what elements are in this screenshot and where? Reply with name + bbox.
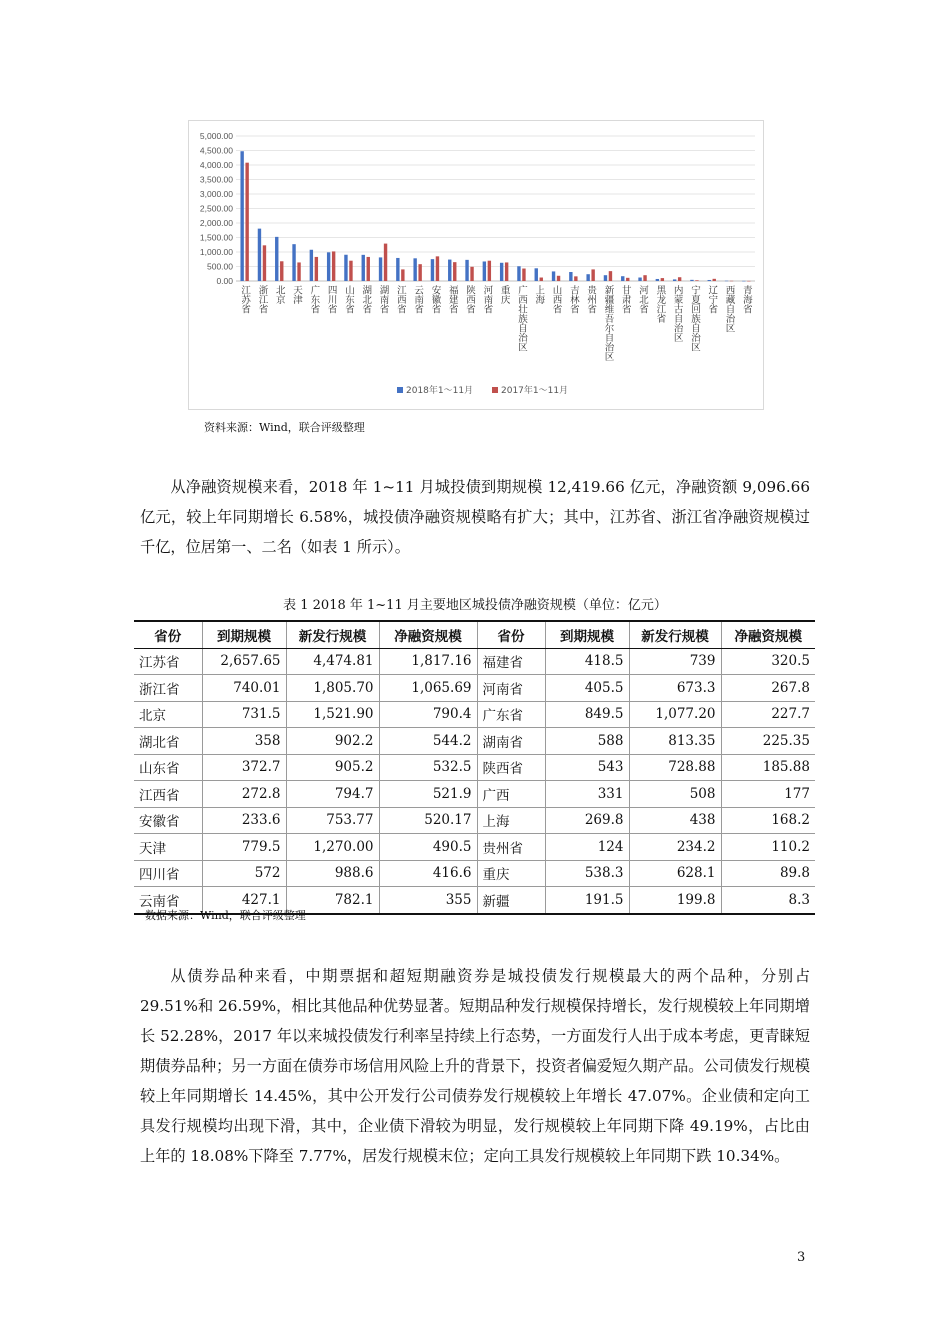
bar-2018 — [344, 255, 347, 281]
bar-2018 — [569, 272, 572, 281]
bar-2018 — [725, 281, 728, 282]
province-cell: 上海 — [477, 807, 545, 834]
value-cell: 490.5 — [379, 834, 477, 861]
bar-2017 — [263, 245, 266, 281]
province-cell: 江苏省 — [134, 648, 202, 675]
value-cell: 191.5 — [545, 887, 629, 914]
legend-swatch — [397, 387, 403, 393]
value-cell: 1,077.20 — [629, 701, 721, 728]
table-row — [134, 781, 815, 808]
bar-2018 — [275, 237, 278, 281]
bar-2017 — [505, 262, 508, 281]
value-cell: 521.9 — [379, 781, 477, 808]
table-row — [134, 675, 815, 702]
province-cell: 北京 — [134, 701, 202, 728]
bar-2018 — [638, 278, 641, 281]
x-tick-label: 北京 — [273, 285, 285, 304]
province-cell: 云南省 — [134, 887, 202, 914]
x-tick-label: 浙江省 — [256, 285, 268, 314]
bar-2018 — [552, 271, 555, 281]
x-tick-label: 四川省 — [325, 285, 337, 314]
column-header: 到期规模 — [202, 621, 286, 648]
bar-2017 — [747, 281, 750, 282]
value-cell: 1,817.16 — [379, 648, 477, 675]
bar-2018 — [327, 252, 330, 281]
bar-2017 — [643, 275, 646, 281]
bar-2017 — [418, 264, 421, 281]
bar-2017 — [557, 276, 560, 281]
value-cell: 331 — [545, 781, 629, 808]
bar-2017 — [436, 256, 439, 281]
province-cell: 广东省 — [477, 701, 545, 728]
chart-source-note: 资料来源：Wind，联合评级整理 — [204, 421, 365, 434]
bar-2017 — [626, 278, 629, 281]
province-cell: 浙江省 — [134, 675, 202, 702]
value-cell: 438 — [629, 807, 721, 834]
table-row — [134, 834, 815, 861]
province-cell: 贵州省 — [477, 834, 545, 861]
value-cell: 849.5 — [545, 701, 629, 728]
value-cell: 2,657.65 — [202, 648, 286, 675]
column-header: 省份 — [134, 621, 202, 648]
bar-2018 — [586, 274, 589, 281]
y-tick-label: 2,000.00 — [199, 218, 233, 228]
bar-2017 — [349, 261, 352, 281]
value-cell: 790.4 — [379, 701, 477, 728]
province-cell: 河南省 — [477, 675, 545, 702]
value-cell: 358 — [202, 728, 286, 755]
value-cell: 225.35 — [721, 728, 815, 755]
value-cell: 753.77 — [286, 807, 379, 834]
y-tick-label: 4,500.00 — [199, 145, 233, 156]
bar-2017 — [695, 280, 698, 281]
bar-2018 — [500, 263, 503, 281]
value-cell: 89.8 — [721, 860, 815, 887]
x-tick-label: 江苏省 — [239, 285, 251, 314]
value-cell: 544.2 — [379, 728, 477, 755]
net-financing-chart — [188, 120, 764, 410]
value-cell: 355 — [379, 887, 477, 914]
x-tick-label: 宁夏回族自治区 — [688, 285, 700, 352]
bar-2017 — [384, 244, 387, 281]
bar-2017 — [540, 278, 543, 281]
province-cell: 江西省 — [134, 781, 202, 808]
x-tick-label: 贵州省 — [585, 285, 597, 314]
table-caption: 表 1 2018 年 1~11 月主要地区城投债净融资规模（单位：亿元） — [283, 598, 667, 613]
bar-2018 — [379, 257, 382, 281]
value-cell: 1,065.69 — [379, 675, 477, 702]
x-tick-label: 上海 — [533, 285, 545, 304]
column-header: 新发行规模 — [629, 621, 721, 648]
value-cell: 416.6 — [379, 860, 477, 887]
x-tick-label: 青海省 — [740, 285, 752, 314]
x-tick-label: 黑龙江省 — [654, 285, 666, 323]
bar-2017 — [367, 257, 370, 281]
bar-2018 — [742, 281, 745, 282]
province-cell: 陕西省 — [477, 754, 545, 781]
bar-2017 — [730, 281, 733, 282]
value-cell: 813.35 — [629, 728, 721, 755]
bar-2017 — [453, 262, 456, 281]
x-tick-label: 河南省 — [481, 285, 493, 314]
value-cell: 508 — [629, 781, 721, 808]
value-cell: 794.7 — [286, 781, 379, 808]
y-tick-label: 4,000.00 — [199, 160, 233, 170]
bar-2018 — [396, 258, 399, 281]
value-cell: 199.8 — [629, 887, 721, 914]
value-cell: 739 — [629, 648, 721, 675]
legend-swatch — [492, 387, 498, 393]
column-header: 新发行规模 — [286, 621, 379, 648]
value-cell: 628.1 — [629, 860, 721, 887]
value-cell: 233.6 — [202, 807, 286, 834]
bar-2018 — [448, 260, 451, 281]
bar-2018 — [258, 229, 261, 281]
y-tick-label: 3,500.00 — [199, 174, 233, 185]
province-cell: 重庆 — [477, 860, 545, 887]
table-row — [134, 728, 815, 755]
bar-2018 — [483, 261, 486, 281]
province-cell: 新疆 — [477, 887, 545, 914]
value-cell: 269.8 — [545, 807, 629, 834]
value-cell: 177 — [721, 781, 815, 808]
column-header: 净融资规模 — [721, 621, 815, 648]
bar-2017 — [609, 271, 612, 281]
value-cell: 728.88 — [629, 754, 721, 781]
value-cell: 1,805.70 — [286, 675, 379, 702]
bar-2017 — [315, 257, 318, 281]
x-tick-label: 吉林省 — [567, 285, 579, 314]
bar-2017 — [661, 278, 664, 281]
table-source-note: 数据来源：Wind，联合评级整理 — [145, 909, 306, 922]
value-cell: 168.2 — [721, 807, 815, 834]
value-cell: 782.1 — [286, 887, 379, 914]
x-tick-label: 广西壮族自治区 — [515, 285, 527, 352]
bar-2018 — [604, 275, 607, 281]
value-cell: 543 — [545, 754, 629, 781]
province-cell: 湖南省 — [477, 728, 545, 755]
value-cell: 905.2 — [286, 754, 379, 781]
x-tick-label: 山东省 — [342, 285, 354, 314]
bar-2017 — [678, 277, 681, 281]
value-cell: 234.2 — [629, 834, 721, 861]
bar-2018 — [535, 268, 538, 281]
province-cell: 天津 — [134, 834, 202, 861]
value-cell: 1,270.00 — [286, 834, 379, 861]
value-cell: 902.2 — [286, 728, 379, 755]
y-tick-label: 1,500.00 — [199, 232, 233, 243]
value-cell: 8.3 — [721, 887, 815, 914]
bar-2017 — [713, 279, 716, 281]
value-cell: 427.1 — [202, 887, 286, 914]
x-tick-label: 内蒙古自治区 — [671, 285, 683, 342]
province-cell: 安徽省 — [134, 807, 202, 834]
bar-2017 — [522, 269, 525, 281]
x-tick-label: 福建省 — [446, 285, 458, 314]
value-cell: 320.5 — [721, 648, 815, 675]
bar-2018 — [621, 276, 624, 281]
bar-2018 — [656, 279, 659, 281]
value-cell: 372.7 — [202, 754, 286, 781]
value-cell: 779.5 — [202, 834, 286, 861]
bar-chart-svg — [189, 121, 763, 409]
value-cell: 4,474.81 — [286, 648, 379, 675]
legend-label: 2018年1～11月 — [406, 386, 474, 396]
value-cell: 227.7 — [721, 701, 815, 728]
y-tick-label: 2,500.00 — [199, 203, 233, 214]
x-tick-label: 云南省 — [412, 285, 424, 314]
column-header: 到期规模 — [545, 621, 629, 648]
y-tick-label: 5,000.00 — [199, 131, 233, 141]
table-header-row — [134, 621, 815, 648]
value-cell: 110.2 — [721, 834, 815, 861]
bar-2018 — [517, 266, 520, 281]
x-tick-label: 天津 — [291, 285, 303, 304]
bar-2018 — [310, 250, 313, 281]
x-tick-label: 湖南省 — [377, 285, 389, 314]
bar-2017 — [297, 262, 300, 281]
table-body — [134, 648, 815, 914]
x-tick-label: 江西省 — [394, 285, 406, 314]
value-cell: 673.3 — [629, 675, 721, 702]
table-row — [134, 807, 815, 834]
regional-financing-table — [134, 620, 815, 915]
y-tick-label: 3,000.00 — [199, 189, 233, 199]
column-header: 省份 — [477, 621, 545, 648]
y-tick-label: 0.00 — [216, 276, 233, 286]
bar-2018 — [240, 151, 243, 281]
bar-2017 — [470, 267, 473, 281]
x-tick-label: 广东省 — [308, 285, 320, 314]
province-cell: 广西 — [477, 781, 545, 808]
bar-2017 — [332, 251, 335, 281]
bar-2018 — [708, 280, 711, 281]
bar-2018 — [690, 280, 693, 281]
value-cell: 267.8 — [721, 675, 815, 702]
bar-2018 — [413, 258, 416, 281]
value-cell: 185.88 — [721, 754, 815, 781]
bar-2017 — [401, 269, 404, 281]
x-tick-label: 西藏自治区 — [723, 285, 735, 333]
value-cell: 740.01 — [202, 675, 286, 702]
value-cell: 572 — [202, 860, 286, 887]
table-row — [134, 701, 815, 728]
y-tick-label: 500.00 — [207, 261, 233, 272]
bar-2017 — [488, 261, 491, 281]
y-tick-label: 1,000.00 — [199, 247, 233, 257]
bar-2018 — [673, 279, 676, 281]
value-cell: 988.6 — [286, 860, 379, 887]
value-cell: 731.5 — [202, 701, 286, 728]
bar-2018 — [465, 260, 468, 281]
province-cell: 山东省 — [134, 754, 202, 781]
bar-2018 — [431, 259, 434, 281]
table-row — [134, 754, 815, 781]
paragraph-net-financing: 从净融资规模来看，2018 年 1~11 月城投债到期规模 12,419.66 亿元，净融资额 9,096.66 亿元，较上年同期增长 6.58%，城投债净融资规模略有扩大；其中，江苏省、浙江省净融资规模过千亿，位居第一、二名（如表 1 所示）。 — [140, 478, 810, 556]
bar-2017 — [574, 276, 577, 281]
value-cell: 532.5 — [379, 754, 477, 781]
x-tick-label: 河北省 — [637, 285, 649, 314]
x-tick-label: 山西省 — [550, 285, 562, 314]
bar-2017 — [591, 269, 594, 281]
province-cell: 湖北省 — [134, 728, 202, 755]
value-cell: 405.5 — [545, 675, 629, 702]
x-tick-label: 重庆 — [498, 285, 510, 304]
table-row — [134, 648, 815, 675]
x-tick-label: 湖北省 — [360, 285, 372, 314]
x-tick-label: 新疆维吾尔自治区 — [602, 285, 614, 361]
table-row — [134, 860, 815, 887]
value-cell: 272.8 — [202, 781, 286, 808]
province-cell: 福建省 — [477, 648, 545, 675]
x-tick-label: 安徽省 — [429, 285, 441, 314]
x-tick-label: 陕西省 — [464, 285, 476, 314]
paragraph-bond-types: 从债券品种来看，中期票据和超短期融资券是城投债发行规模最大的两个品种，分别占 29.51%和 26.59%，相比其他品种优势显著。短期品种发行规模保持增长，发行规模较上年同期增长 52.28%，2017 年以来城投债发行利率呈持续上行态势，一方面发行人出于成本考虑，更青睐短期债券品种；另一方面在债券市场信用风险上升的背景下，投资者偏爱短久期产品。公司债发行规模较上年同期增长 14.45%，其中公开发行公司债券发行规模较上年增长 47.07%。企业债和定向工具发行规模均出现下滑，其中，企业债下滑较为明显，发行规模较上年同期下降 49.19%，占比由上年的 18.08%下降至 7.77%，居发行规模末位；定向工具发行规模较上年同期下跌 10.34%。 — [140, 967, 810, 1165]
value-cell: 588 — [545, 728, 629, 755]
value-cell: 1,521.90 — [286, 701, 379, 728]
legend-label: 2017年1～11月 — [501, 386, 569, 396]
value-cell: 538.3 — [545, 860, 629, 887]
page-number: 3 — [797, 1250, 806, 1265]
bar-2018 — [362, 255, 365, 281]
province-cell: 四川省 — [134, 860, 202, 887]
x-tick-label: 辽宁省 — [706, 285, 718, 314]
value-cell: 418.5 — [545, 648, 629, 675]
column-header: 净融资规模 — [379, 621, 477, 648]
value-cell: 520.17 — [379, 807, 477, 834]
bar-2017 — [280, 261, 283, 281]
x-tick-label: 甘肃省 — [619, 285, 631, 314]
bar-2017 — [245, 163, 248, 281]
value-cell: 124 — [545, 834, 629, 861]
bar-2018 — [292, 244, 295, 281]
